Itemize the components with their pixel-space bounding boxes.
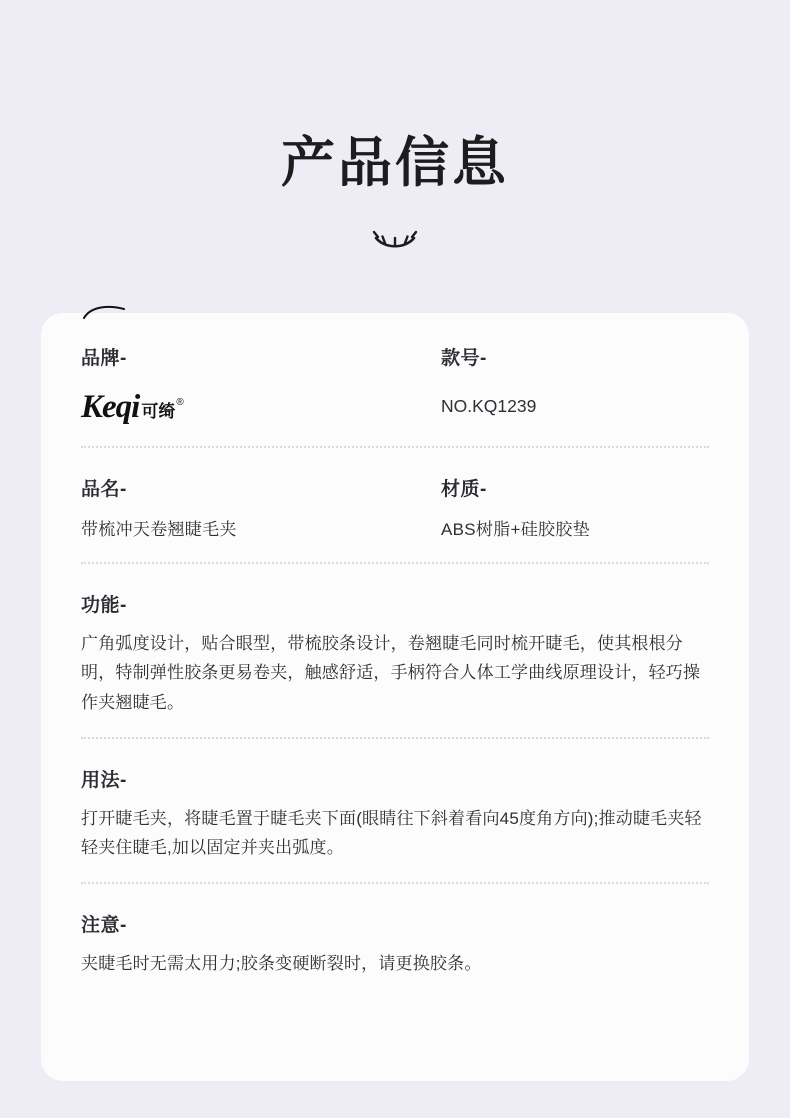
material-label: 材质- [441,479,487,501]
info-section-caution [81,884,709,998]
brand-logo-cn: 可绮 [141,402,176,422]
info-section-usage [81,739,709,884]
info-section-function [81,564,709,739]
product-info-page [0,36,790,1118]
function-text: 广角弧度设计，贴合眼型，带梳胶条设计，卷翘睫毛同时梳开睫毛，使其根根分明，特制弹性胶条更易卷夹，触感舒适，手柄符合人体工学曲线原理设计，轻巧操作夹翘睫毛。 [81,634,701,712]
info-cell-brand [81,343,395,424]
info-cell-product-name [81,474,395,540]
brand-label: 品牌- [81,348,127,370]
info-cell-material [395,474,709,540]
info-row-name-material [81,448,709,564]
info-cell-model [395,343,709,424]
model-label: 款号- [441,348,487,370]
usage-text: 打开睫毛夹，将睫毛置于睫毛夹下面(眼睛往下斜着看向45度角方向);推动睫毛夹轻轻夹住睫毛,加以固定并夹出弧度。 [81,808,702,858]
info-card [41,313,749,1081]
page-title: 产品信息 [281,133,509,194]
caution-text: 夹睫毛时无需太用力;胶条变硬断裂时，请更换胶条。 [81,954,482,974]
model-value: NO.KQ1239 [441,396,537,417]
product-name-value: 带梳冲天卷翘睫毛夹 [81,520,237,540]
brand-logo-registered: ® [176,397,184,409]
function-label: 功能- [81,595,127,617]
eyelash-icon [0,230,790,260]
info-row-brand-model [81,313,709,448]
material-value: ABS树脂+硅胶胶垫 [441,520,590,540]
brand-swoosh-icon [83,304,125,320]
caution-label: 注意- [81,915,127,937]
brand-logo-latin: Keqi [81,389,140,426]
product-name-label: 品名- [81,479,127,501]
brand-logo [81,384,395,424]
usage-label: 用法- [81,769,127,791]
